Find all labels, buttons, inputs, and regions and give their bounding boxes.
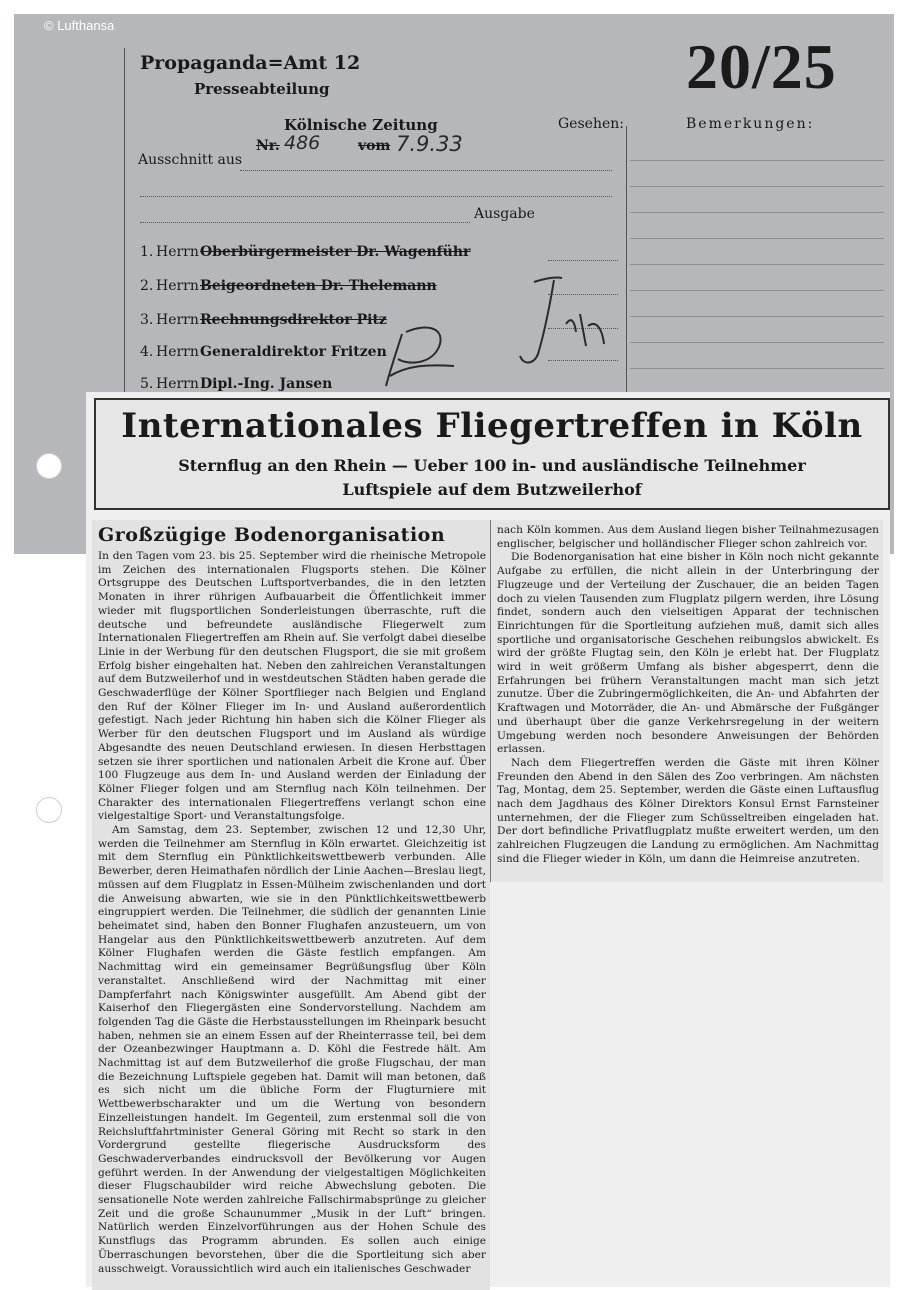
section-title: Großzügige Bodenorganisation (98, 524, 446, 546)
punch-hole (36, 453, 62, 479)
issue-date-label: vom (358, 138, 391, 154)
issue-date-value: 7.9.33 (396, 132, 463, 156)
article-headline: Internationales Fliegertreffen in Köln (121, 406, 863, 446)
copyright-watermark: © Lufthansa (44, 18, 115, 33)
recipient-number: 1. (140, 244, 154, 260)
article-paragraph: Am Samstag, dem 23. September, zwischen 12 und 12,30 Uhr, werden die Teilnehmer am Sternflug in Köln erwartet. Gleichzeitig ist mit dem Sternflug ein Pünktlichkeitswettbewerb verbunden. Alle Bewerber, deren Heimathafen nördlich der Linie Aachen—Breslau liegt, müssen auf dem Flugplatz in Essen-Mülheim zwischenlanden und dort die Anweisung abwarten, wie sie in den Pünktlichkeitswettbewerb eingruppiert werden. Die Teilnehmer, die südlich der genannten Linie beheimatet sind, haben den Bonner Flughafen anzusteuern, um von Hangelar aus den Pünktlichkeitswettbewerb anzutreten. Auf dem Kölner Flughafen werden die Gäste festlich empfangen. Am Nachmittag wird ein gemeinsamer Begrüßungsflug über Köln veranstaltet. Anschließend wird der Nachmittag mit einer Dampferfahrt nach Königswinter ausgefüllt. Am Abend gibt der Kaiserhof den Fliegergästen eine Sondervorstellung. Nachdem am folgenden Tag die Gäste die Herbstausstellungen im Rheinpark besucht haben, nehmen sie an einem Essen auf der Rheinterrasse teil, bei dem der Ozeanbezwinger Hauptmann a. D. Köhl die Festrede hält. Am Nachmittag ist auf dem Butzweilerhof die große Flugschau, der man die Bezeichnung Luftspiele gegeben hat. Damit will man betonen, daß es sich nicht um die übliche Form der Flugturniere mit Wettbewerbscharakter und um die Wertung von besondern Einzelleistungen handelt. Im Gegenteil, zum erstenmal soll die von Reichsluftfahrtminister General Göring mit Recht so stark in den Vordergrund gestellte fliegerische Ausdrucksform des Geschwaderverbandes eindrucksvoll der Bevölkerung vor Augen geführt werden. In der Anwendung der vielgestaltigen Möglichkeiten dieser Flugschaubilder wird reiche Abwechslung geboten. Die sensationelle Note werden zahlreiche Fallschirmabsprünge zu gleicher Zeit und die große Schaunummer „Musik in der Luft“ bringen. Natürlich werden Einzelvorführungen aus der Hohen Schule des Kunstflugs das Programm abrunden. Es sollen auch einige Überraschungen bevorstehen, über die die Sportleitung sich aber ausschweigt. Voraussichtlich wird auch ein italienisches Geschwader (98, 824, 486, 1275)
article-column-left (92, 520, 490, 1290)
article-paragraph: Nach dem Fliegertreffen werden die Gäste mit ihren Kölner Freunden den Abend in den Sälen des Zoo verbringen. Am nächsten Tag, Montag, dem 25. September, werden die Gäste einen Luftausflug nach dem Jagdhaus des Kölner Direktors Konsul Ernst Farnsteiner unternehmen, der die Flieger zum Schüsseltreiben eingeladen hat. Der dort befindliche Privatflugplatz mußte erweitert werden, um den zahlreichen Flugzeugen die Landung zu ermöglichen. Am Nachmittag sind die Flieger wieder in Köln, um dann die Heimreise anzutreten. (497, 756, 879, 865)
article-paragraph: Die Bodenorganisation hat eine bisher in Köln noch nicht gekannte Aufgabe zu erfüllen, die nicht allein in der Unterbringung der Flugzeuge und der Verteilung der Zuschauer, die an beiden Tagen doch zu vielen Tausenden zum Flugplatz pilgern werden, ihre Lösung findet, sondern auch den vielseitigen Apparat der technischen Einrichtungen für die Sportleitung aufziehen muß, damit sich alles sportliche und organisatorische Geschehen reibungslos abwickelt. Es wird der größte Flugtag sein, den Köln je erlebt hat. Der Flugplatz wird in weit größerm Umfang als bisher abgesperrt, denn die Erfahrungen bei frühern Veranstaltungen macht man sich jetzt zunutze. Über die Zubringermöglichkeiten, die An- und Abfahrten der Kraftwagen und Motorräder, die An- und Abmärsche der Fußgänger und überhaupt über die ganze Verkehrsregelung in der weitern Umgebung werden noch besondere Anweisungen der Behörden erlassen. (497, 551, 879, 756)
headline-box (94, 398, 890, 510)
issue-number-label: Nr. (256, 138, 280, 154)
newspaper-clipping (86, 392, 890, 1287)
office-title: Propaganda=Amt 12 (140, 52, 361, 74)
recipient-number: 5. (140, 376, 154, 392)
edition-label: Ausgabe (474, 206, 535, 222)
newspaper-name: Kölnische Zeitung (284, 116, 438, 134)
signature-stroke (520, 277, 604, 362)
recipient-name: Dipl.-Ing. Jansen (200, 376, 333, 392)
recipient-prefix: Herrn (156, 312, 199, 328)
remarks-label: Bemerkungen: (686, 116, 815, 132)
recipient-number: 4. (140, 344, 154, 360)
recipient-prefix: Herrn (156, 344, 199, 360)
article-paragraph: In den Tagen vom 23. bis 25. September wird die rheinische Metropole im Zeichen des internationalen Flugsports stehen. Die Kölner Ortsgruppe des Deutschen Luftsportverbandes, die in den letzten Monaten in ihrer rührigen Aufbauarbeit die Öffentlichkeit immer wieder mit flugsportlichen Sonderleistungen überraschte, ruft die deutsche und befreundete ausländische Fliegerwelt zum Internationalen Fliegertreffen am Rhein auf. Sie verfolgt dabei dieselbe Linie in der Werbung für den deutschen Flugsport, die sie mit großem Erfolg bisher eingehalten hat. Neben den zahlreichen Veranstaltungen auf dem Butzweilerhof und in westdeutschen Städten haben gerade die Geschwaderflüge der Kölner Sportflieger nach Belgien und England den Ruf der Kölner Flieger im In- und Ausland außerordentlich gefestigt. Nach jeder Richtung hin haben sich die Kölner Flieger als Werber für den deutschen Flugsport und im Ausland als würdige Abgesandte des neuen Deutschland erwiesen. In diesen Herbsttagen setzen sie ihrer sportlichen und nationalen Arbeit die Krone auf. Über 100 Flugzeuge aus dem In- und Ausland werden der Einladung der Kölner Flieger folgen und am Sternflug nach Köln teilnehmen. Der Charakter des internationalen Fliegertreffens verlangt schon eine vielgestaltige Sport- und Veranstaltungsfolge. (98, 550, 486, 823)
recipient-prefix: Herrn (156, 278, 199, 294)
document-number: 20/25 (686, 31, 837, 102)
recipient-name: Beigeordneten Dr. Thelemann (200, 278, 437, 294)
signature-stroke (386, 328, 454, 386)
article-subheadline-2: Luftspiele auf dem Butzweilerhof (342, 480, 642, 499)
recipient-number: 3. (140, 312, 154, 328)
seen-label: Gesehen: (558, 116, 624, 132)
recipient-name: Rechnungsdirektor Pitz (200, 312, 387, 328)
recipient-prefix: Herrn (156, 376, 199, 392)
issue-number-value: 486 (284, 132, 321, 154)
department-label: Presseabteilung (194, 80, 330, 98)
recipient-name: Oberbürgermeister Dr. Wagenführ (200, 244, 471, 260)
article-column-right (490, 520, 883, 882)
article-subheadline: Sternflug an den Rhein — Ueber 100 in- und ausländische Teilnehmer (178, 456, 806, 475)
handwritten-initials-signature (14, 14, 894, 414)
article-paragraph: nach Köln kommen. Aus dem Ausland liegen bisher Teilnahmezusagen englischer, belgischer und holländischer Flieger schon zahlreich vor. (497, 524, 879, 550)
recipient-name: Generaldirektor Fritzen (200, 344, 387, 360)
recipient-prefix: Herrn (156, 244, 199, 260)
clipping-from-label: Ausschnitt aus (138, 152, 243, 168)
recipient-number: 2. (140, 278, 154, 294)
punch-hole (36, 797, 62, 823)
